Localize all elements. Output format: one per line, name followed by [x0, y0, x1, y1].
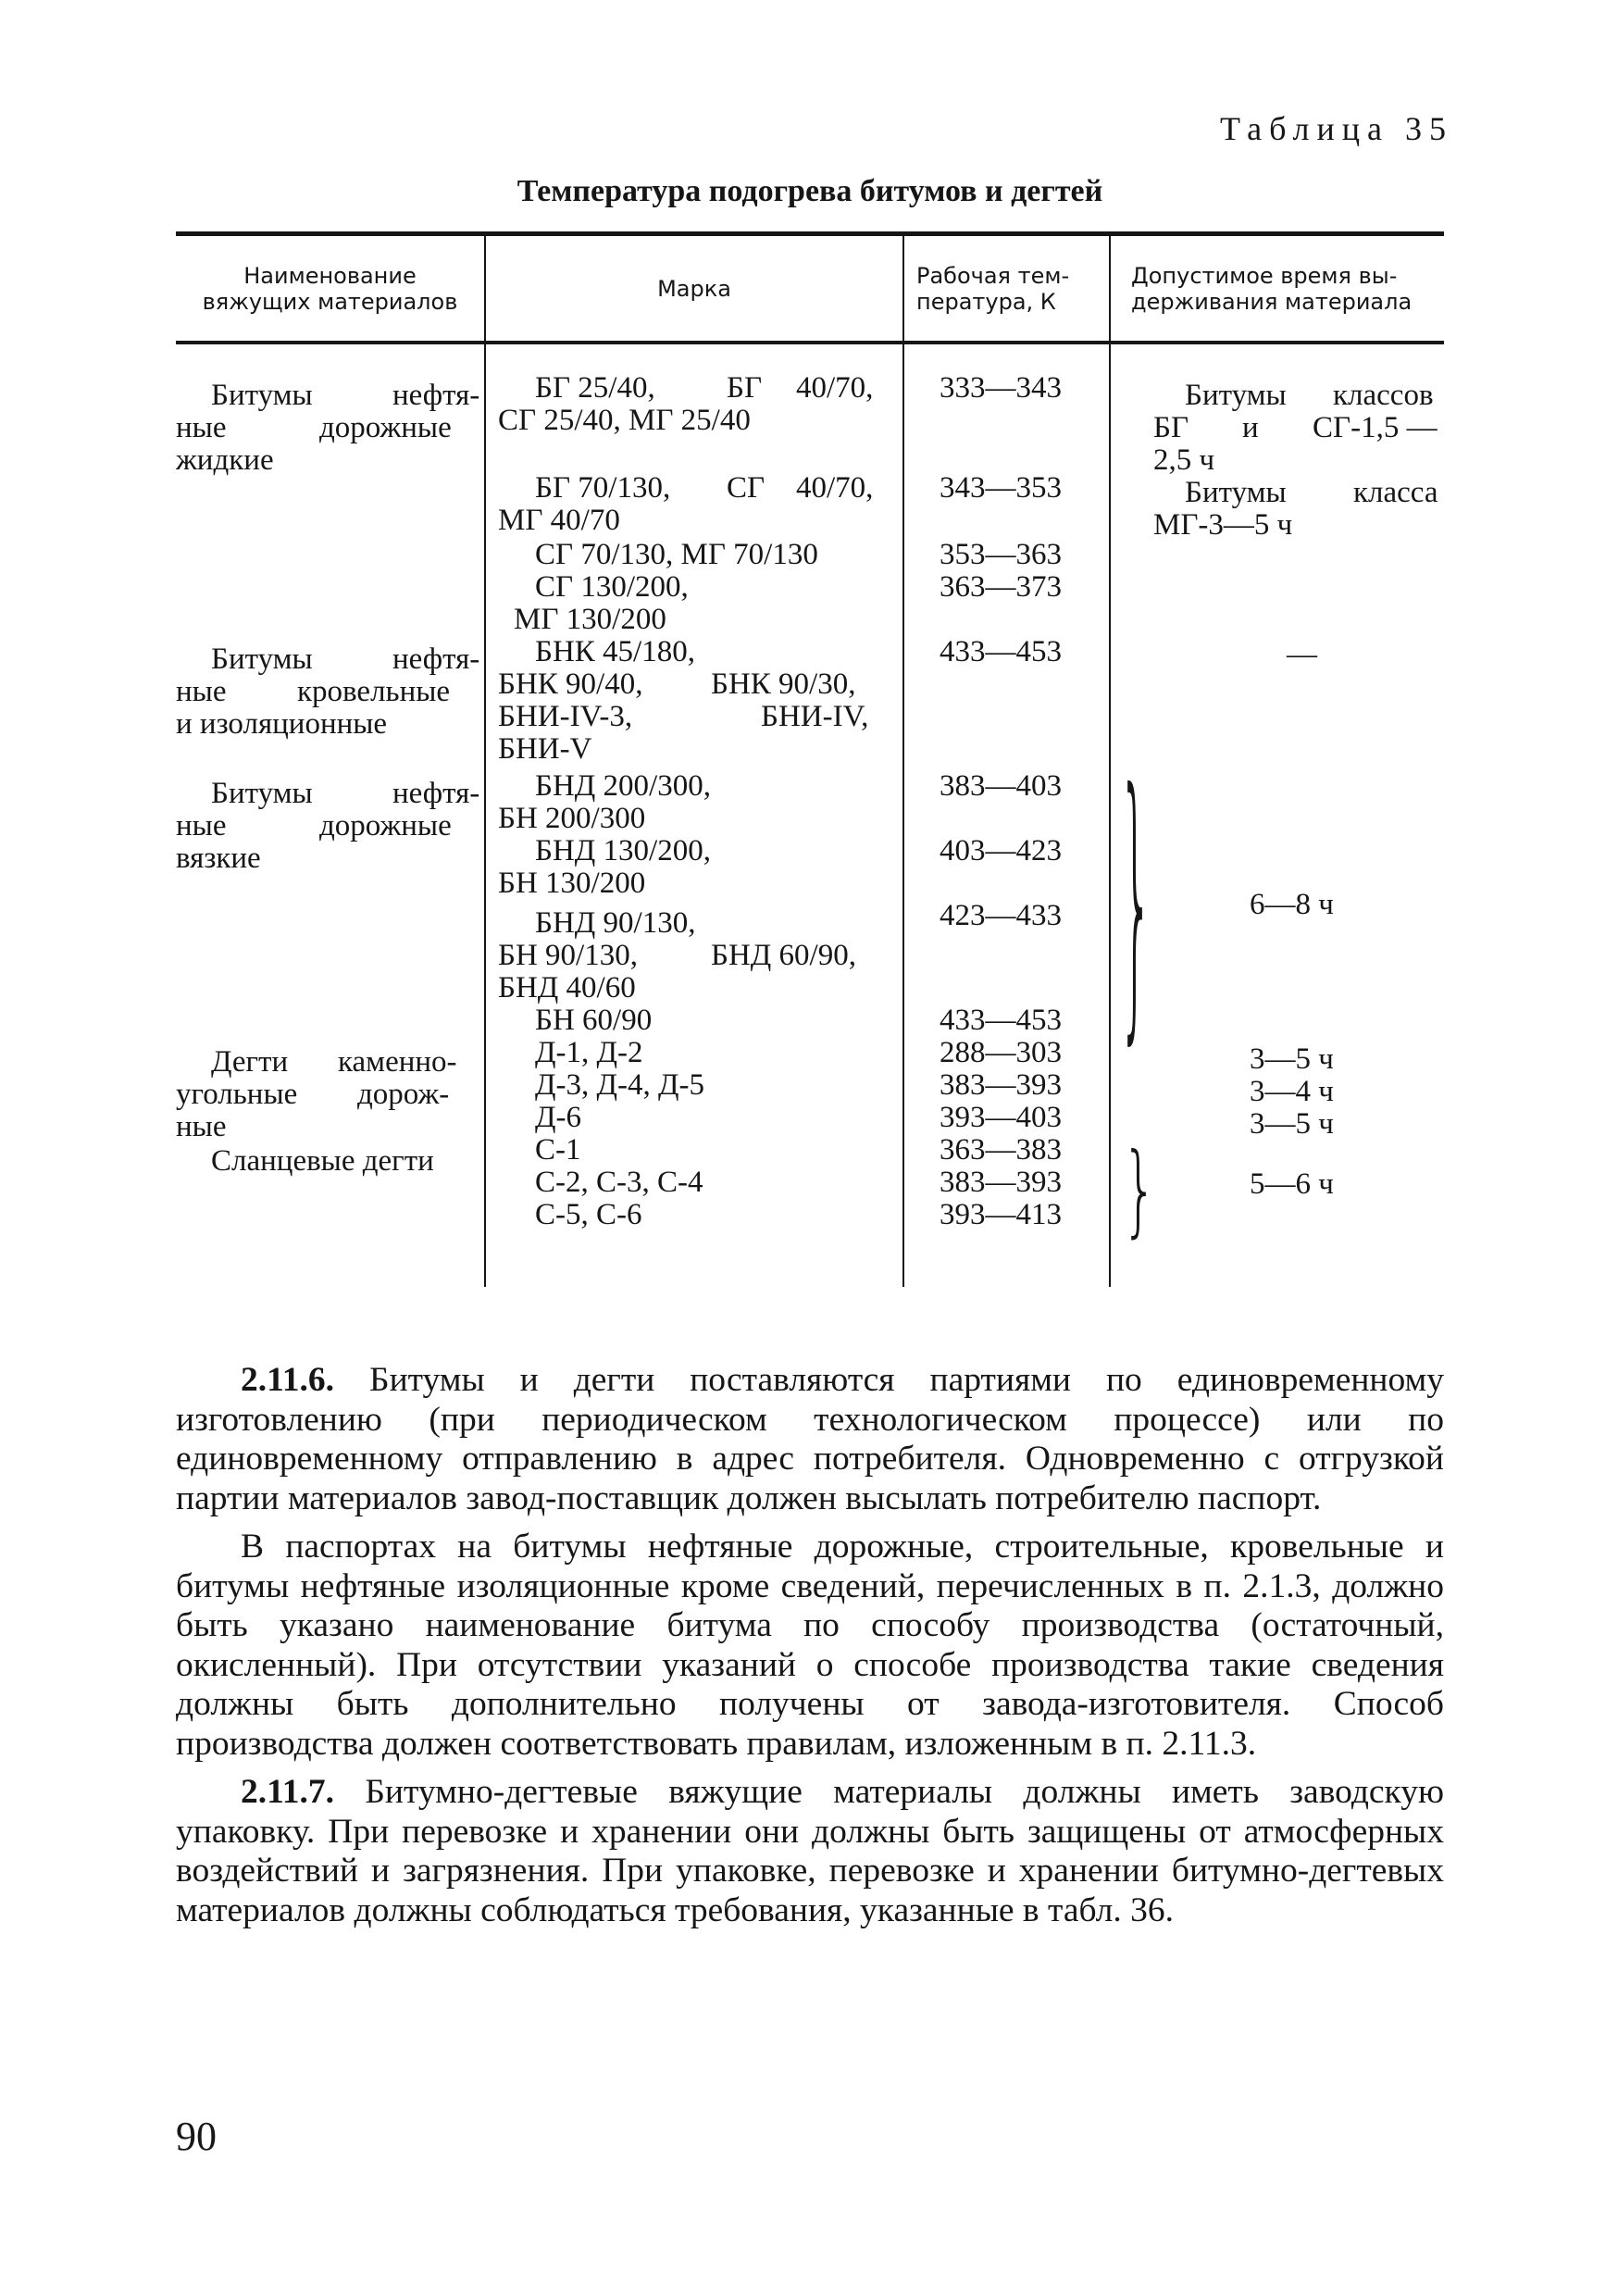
group-name-line: нефтя- [392, 643, 480, 676]
temperature-value: 383—393 [940, 1068, 1062, 1102]
group-name-line: жидкие [176, 443, 274, 477]
temperature-value: 433—453 [940, 635, 1062, 668]
holding-line: Битумы [1185, 476, 1287, 509]
holding-line: классов [1333, 379, 1434, 412]
mark-line: БН 90/130, [498, 939, 638, 972]
header-mark: Марка [657, 276, 731, 302]
holding-dash: — [1287, 638, 1317, 671]
mark-line: БНД 130/200, [535, 834, 711, 867]
group-name-line: Битумы [211, 379, 313, 412]
group-name-line: дорожные [319, 411, 452, 444]
temperature-value: 393—403 [940, 1101, 1062, 1134]
mark-line: СГ 70/130, МГ 70/130 [535, 538, 818, 571]
mark-line: БН 60/90 [535, 1004, 653, 1037]
holding-value: 3—5 ч [1250, 1107, 1334, 1141]
group-name-line: ные [176, 675, 227, 708]
mark-line: БНК 45/180, [535, 635, 695, 668]
page-number: 90 [176, 2114, 217, 2159]
paragraph-2-11-7 [176, 1773, 1444, 1930]
viscous-brace: } [1118, 735, 1154, 1072]
group-name-line: вязкие [176, 842, 261, 875]
group-name-line: дорожные [319, 809, 452, 842]
holding-line: и [1242, 411, 1259, 444]
paragraph-text: В паспортах на битумы нефтяные дорожные, строительные, кровельные и битумы нефтяные изоляционные кроме сведений, перечисленных в п. 2.1.3, должно быть указано наименование битума по способу производства (остаточный, окисленный). При отсутствии указаний о способе производства такие сведения должны быть дополнительно получены от завода-изготовителя. Способ производства должен соответствовать правилам, изложенным в п. 2.11.3. [176, 1528, 1444, 1763]
group-name-line: ные [176, 411, 227, 444]
holding-value: 3—4 ч [1250, 1075, 1334, 1108]
table-header-rule [176, 341, 1444, 344]
group-name-line: Дегти [211, 1045, 289, 1079]
holding-line: Битумы [1185, 379, 1287, 412]
mark-line: БГ 70/130, [535, 471, 671, 505]
holding-line: класса [1353, 476, 1438, 509]
header-holding-time: Допустимое время вы- держивания материала [1131, 263, 1413, 315]
mark-line: БНД 200/300, [535, 769, 711, 803]
shale-brace: } [1122, 1132, 1158, 1249]
group-name-line: дорож- [357, 1078, 450, 1111]
header-temperature: Рабочая тем- пература, К [916, 263, 1070, 315]
group-name-line: и изоляционные [176, 707, 388, 741]
group-name-line: Битумы [211, 777, 313, 810]
mark-line: БНК 90/30, [711, 668, 856, 701]
mark-line: БНД 40/60 [498, 971, 636, 1004]
group-name-line: угольные [176, 1078, 298, 1111]
holding-value: 5—6 ч [1250, 1167, 1334, 1201]
temperature-value: 343—353 [940, 471, 1062, 505]
table-top-rule [176, 231, 1444, 236]
mark-line: МГ 40/70 [498, 504, 620, 537]
temperature-value: 353—363 [940, 538, 1062, 571]
group-name-line: Битумы [211, 643, 313, 676]
mark-line: СГ [727, 471, 765, 505]
mark-line: СГ 130/200, [535, 570, 689, 604]
temperature-value: 423—433 [940, 899, 1062, 932]
mark-line: Д-1, Д-2 [535, 1036, 643, 1069]
temperature-value: 383—403 [940, 769, 1062, 803]
group-name-line: нефтя- [392, 777, 480, 810]
holding-value: 3—5 ч [1250, 1042, 1334, 1076]
temperature-value: 363—373 [940, 570, 1062, 604]
mark-line: БНИ-IV-3, [498, 700, 633, 733]
mark-line: БГ [727, 371, 763, 405]
paragraph-passport [176, 1528, 1444, 1764]
mark-line: С-2, С-3, С-4 [535, 1166, 703, 1199]
group-name-line: ные [176, 1110, 227, 1143]
temperature-value: 383—393 [940, 1166, 1062, 1199]
group-name-line: кровельные [297, 675, 451, 708]
table-number: Таблица 35 [1220, 110, 1453, 147]
paragraph-2-11-6 [176, 1361, 1444, 1518]
temperature-value: 288—303 [940, 1036, 1062, 1069]
mark-line: 40/70, [796, 471, 874, 505]
temperature-value: 393—413 [940, 1198, 1062, 1231]
mark-line: 40/70, [796, 371, 874, 405]
mark-line: БГ 25/40, [535, 371, 655, 405]
temperature-value: 403—423 [940, 834, 1062, 867]
mark-line: БНД 90/130, [535, 906, 696, 940]
column-divider-3 [1109, 233, 1111, 1287]
mark-line: БНИ-IV, [761, 700, 869, 733]
holding-value: 6—8 ч [1250, 888, 1334, 921]
holding-line: СГ-1,5 — [1313, 411, 1438, 444]
column-divider-1 [484, 233, 486, 1287]
body-text [176, 1361, 1444, 1930]
mark-line: БН 130/200 [498, 867, 646, 900]
group-name-line: нефтя- [392, 379, 480, 412]
holding-line: 2,5 ч [1153, 443, 1215, 477]
temperature-value: 433—453 [940, 1004, 1062, 1037]
mark-line: БНК 90/40, [498, 668, 643, 701]
mark-line: Д-6 [535, 1101, 581, 1134]
mark-line: С-5, С-6 [535, 1198, 642, 1231]
table-title: Температура подогрева битумов и дегтей [517, 174, 1103, 208]
mark-line: БНД 60/90, [711, 939, 856, 972]
temperature-value: 333—343 [940, 371, 1062, 405]
group-name-line: каменно- [338, 1045, 457, 1079]
mark-line: БН 200/300 [498, 802, 646, 835]
group-name-line: ные [176, 809, 227, 842]
mark-line: С-1 [535, 1133, 581, 1167]
header-material: Наименование вяжущих материалов [202, 263, 458, 315]
holding-line: БГ [1153, 411, 1189, 444]
mark-line: МГ 130/200 [514, 603, 666, 636]
mark-line: СГ 25/40, МГ 25/40 [498, 404, 751, 437]
paragraph-number: 2.11.7. [241, 1773, 335, 1811]
paragraph-number: 2.11.6. [241, 1361, 335, 1399]
paragraph-text: Битумы и дегти поставляются партиями по единовременному изготовлению (при периодическом технологическом процессе) или по единовременному отправлению в адрес потребителя. Одновременно с отгрузкой партии материалов завод-поставщик должен высылать потребителю паспорт. [176, 1361, 1444, 1517]
temperature-value: 363—383 [940, 1133, 1062, 1167]
mark-line: БНИ-V [498, 732, 592, 766]
column-divider-2 [902, 233, 904, 1287]
holding-line: МГ-3—5 ч [1153, 508, 1293, 542]
mark-line: Д-3, Д-4, Д-5 [535, 1068, 704, 1102]
group-name-line: Сланцевые дегти [211, 1144, 434, 1178]
paragraph-text: Битумно-дегтевые вяжущие материалы должны иметь заводскую упаковку. При перевозке и хранении они должны быть защищены от атмосферных воздействий и загрязнения. При упаковке, перевозке и хранении битумно-дегтевых материалов должны соблюдаться требования, указанные в табл. 36. [176, 1773, 1444, 1929]
